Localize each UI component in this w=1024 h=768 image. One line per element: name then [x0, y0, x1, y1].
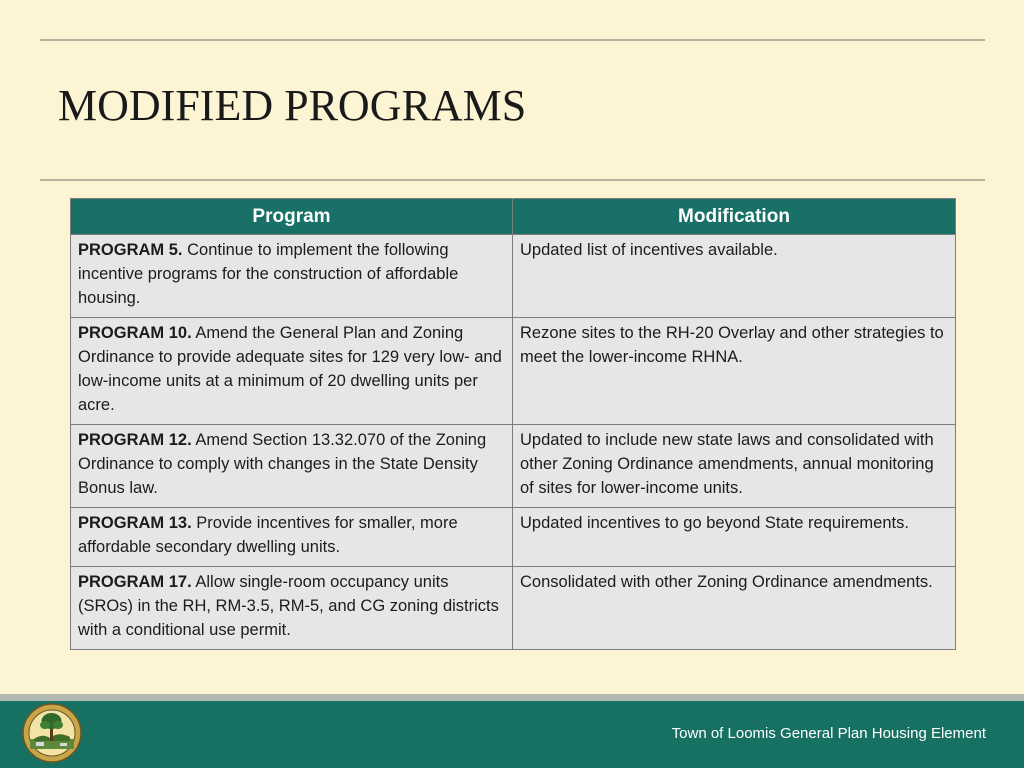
program-description: Amend the General Plan and Zoning Ordinance to provide adequate sites for 129 very low- and low-income units at a minimum of 20 dwelling units per acre. — [78, 324, 502, 414]
program-cell — [71, 567, 513, 650]
modification-cell: Rezone sites to the RH-20 Overlay and other strategies to meet the lower-income RHNA. — [513, 318, 956, 425]
program-description: Provide incentives for smaller, more affordable secondary dwelling units. — [78, 514, 458, 556]
program-number: PROGRAM 5. — [78, 241, 183, 259]
program-cell — [71, 508, 513, 567]
table-row — [71, 318, 956, 425]
modification-cell: Updated list of incentives available. — [513, 235, 956, 318]
program-cell — [71, 425, 513, 508]
footer-text: Town of Loomis General Plan Housing Element — [671, 725, 986, 742]
town-seal-icon — [22, 703, 82, 763]
table-header-row — [71, 199, 956, 235]
table-row — [71, 425, 956, 508]
footer-bar — [0, 701, 1024, 768]
header-program: Program — [71, 199, 513, 235]
program-number: PROGRAM 10. — [78, 324, 192, 342]
programs-table — [70, 198, 956, 650]
program-cell — [71, 318, 513, 425]
program-number: PROGRAM 12. — [78, 431, 192, 449]
program-number: PROGRAM 17. — [78, 573, 192, 591]
table-row — [71, 235, 956, 318]
slide-title: MODIFIED PROGRAMS — [58, 81, 527, 130]
modification-cell: Consolidated with other Zoning Ordinance amendments. — [513, 567, 956, 650]
program-description: Allow single-room occupancy units (SROs) in the RH, RM-3.5, RM-5, and CG zoning districts with a conditional use permit. — [78, 573, 499, 639]
program-number: PROGRAM 13. — [78, 514, 192, 532]
table-row — [71, 567, 956, 650]
modification-cell: Updated incentives to go beyond State requirements. — [513, 508, 956, 567]
footer-shadow — [0, 694, 1024, 701]
modification-cell: Updated to include new state laws and consolidated with other Zoning Ordinance amendments, annual monitoring of sites for lower-income units. — [513, 425, 956, 508]
program-cell — [71, 235, 513, 318]
header-modification: Modification — [513, 199, 956, 235]
title-divider — [40, 179, 985, 181]
top-divider — [40, 39, 985, 41]
program-description: Continue to implement the following incentive programs for the construction of affordable housing. — [78, 241, 459, 307]
program-description: Amend Section 13.32.070 of the Zoning Ordinance to comply with changes in the State Density Bonus law. — [78, 431, 487, 497]
table-row — [71, 508, 956, 567]
